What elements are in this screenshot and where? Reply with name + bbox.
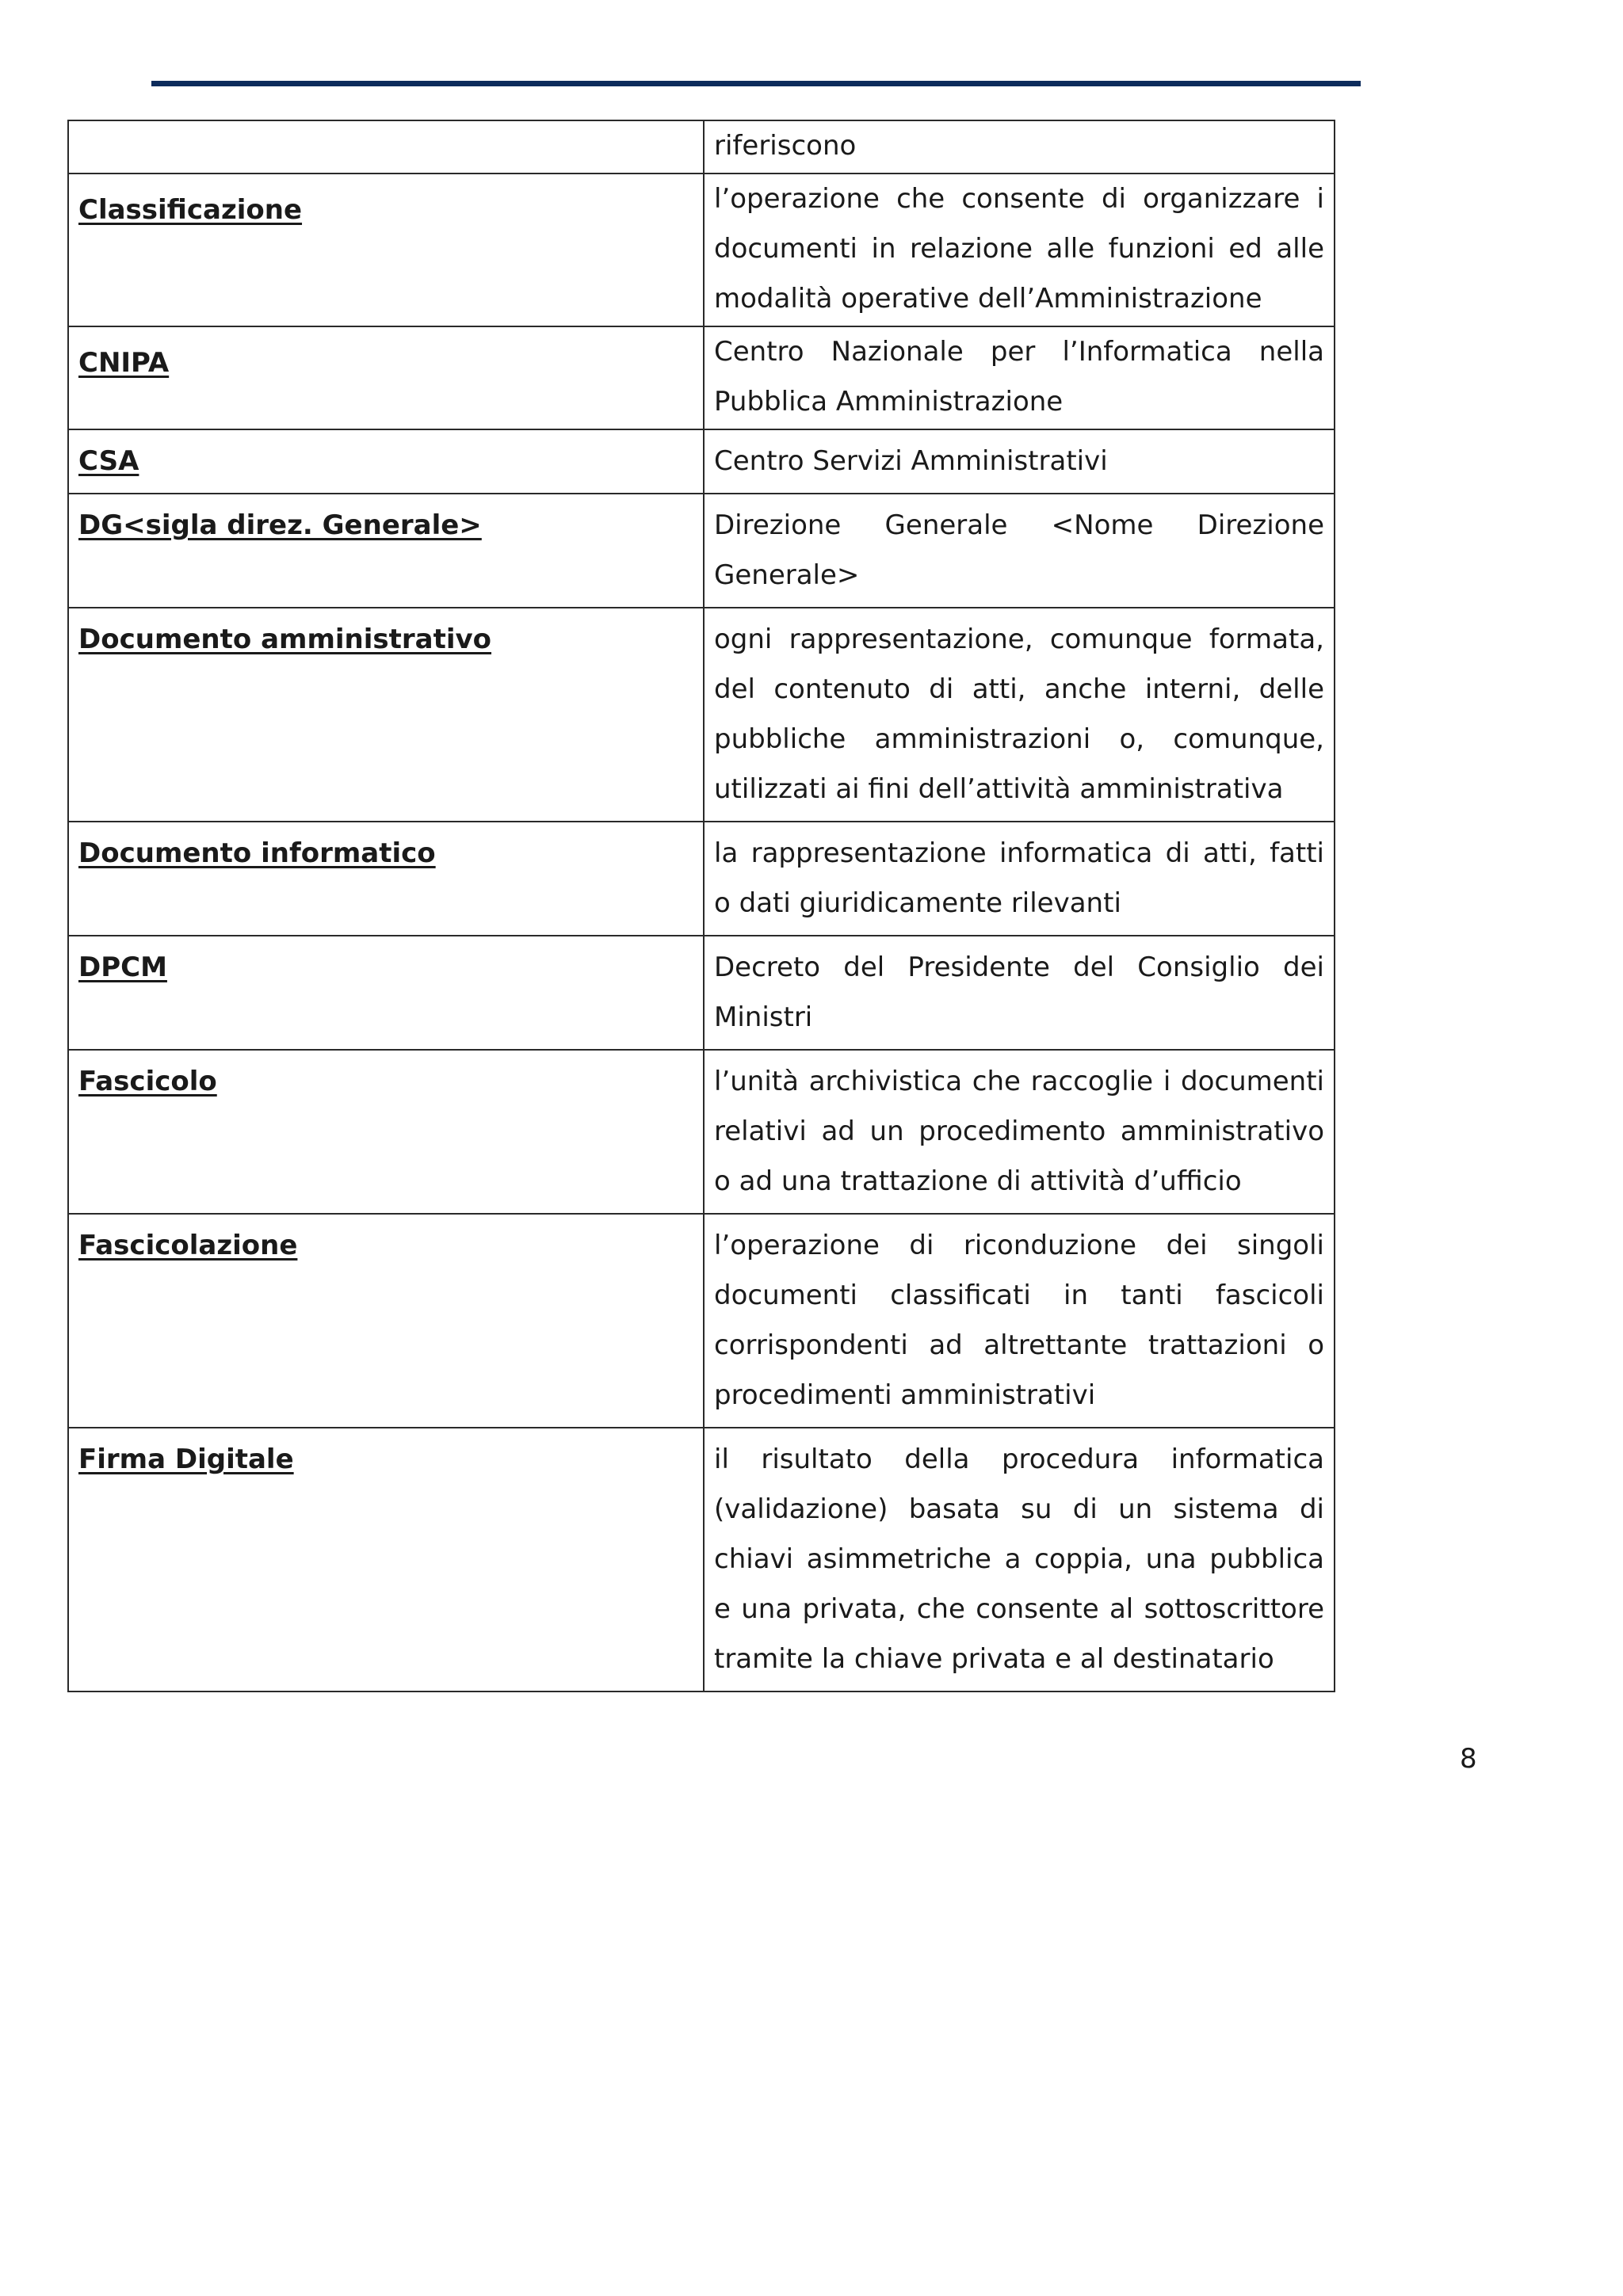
table-row xyxy=(68,494,1335,608)
table-row xyxy=(68,1050,1335,1214)
definition-cell: riferiscono xyxy=(704,120,1335,174)
header-rule xyxy=(151,81,1361,86)
page-number: 8 xyxy=(1460,1743,1477,1775)
table-row xyxy=(68,936,1335,1050)
term-cell: Documento amministrativo xyxy=(68,608,704,822)
definition-cell: il risultato della procedura informatica (validazione) basata su di un sistema di chiavi asimmetriche a coppia, una pubblica e una privata, che consente al sottoscrittore tramite la chiave privata e al destinatario xyxy=(704,1428,1335,1691)
term-cell: DG<sigla direz. Generale> xyxy=(68,494,704,608)
term-cell: Fascicolo xyxy=(68,1050,704,1214)
term-cell: CNIPA xyxy=(68,326,704,429)
term-cell: Documento informatico xyxy=(68,822,704,936)
table-row xyxy=(68,1214,1335,1428)
table-row xyxy=(68,326,1335,429)
glossary-table xyxy=(67,120,1335,1692)
definition-cell: Centro Servizi Amministrativi xyxy=(704,429,1335,494)
table-row xyxy=(68,822,1335,936)
definition-cell: l’operazione di riconduzione dei singoli documenti classificati in tanti fascicoli corrispondenti ad altrettante trattazioni o procedimenti amministrativi xyxy=(704,1214,1335,1428)
table-row xyxy=(68,608,1335,822)
term-cell: Fascicolazione xyxy=(68,1214,704,1428)
definition-cell: la rappresentazione informatica di atti, fatti o dati giuridicamente rilevanti xyxy=(704,822,1335,936)
definition-cell: Direzione Generale <Nome Direzione Generale> xyxy=(704,494,1335,608)
term-cell: DPCM xyxy=(68,936,704,1050)
table-row xyxy=(68,174,1335,326)
table-row xyxy=(68,1428,1335,1691)
term-cell: CSA xyxy=(68,429,704,494)
definition-cell: l’unità archivistica che raccoglie i documenti relativi ad un procedimento amministrativo o ad una trattazione di attività d’ufficio xyxy=(704,1050,1335,1214)
table-row xyxy=(68,429,1335,494)
term-cell xyxy=(68,120,704,174)
definition-cell: Centro Nazionale per l’Informatica nella Pubblica Amministrazione xyxy=(704,326,1335,429)
definition-cell: l’operazione che consente di organizzare i documenti in relazione alle funzioni ed alle modalità operative dell’Amministrazione xyxy=(704,174,1335,326)
definition-cell: ogni rappresentazione, comunque formata, del contenuto di atti, anche interni, delle pubbliche amministrazioni o, comunque, utilizzati ai fini dell’attività amministrativa xyxy=(704,608,1335,822)
table-row xyxy=(68,120,1335,174)
term-cell: Classificazione xyxy=(68,174,704,326)
definition-cell: Decreto del Presidente del Consiglio dei Ministri xyxy=(704,936,1335,1050)
term-cell: Firma Digitale xyxy=(68,1428,704,1691)
